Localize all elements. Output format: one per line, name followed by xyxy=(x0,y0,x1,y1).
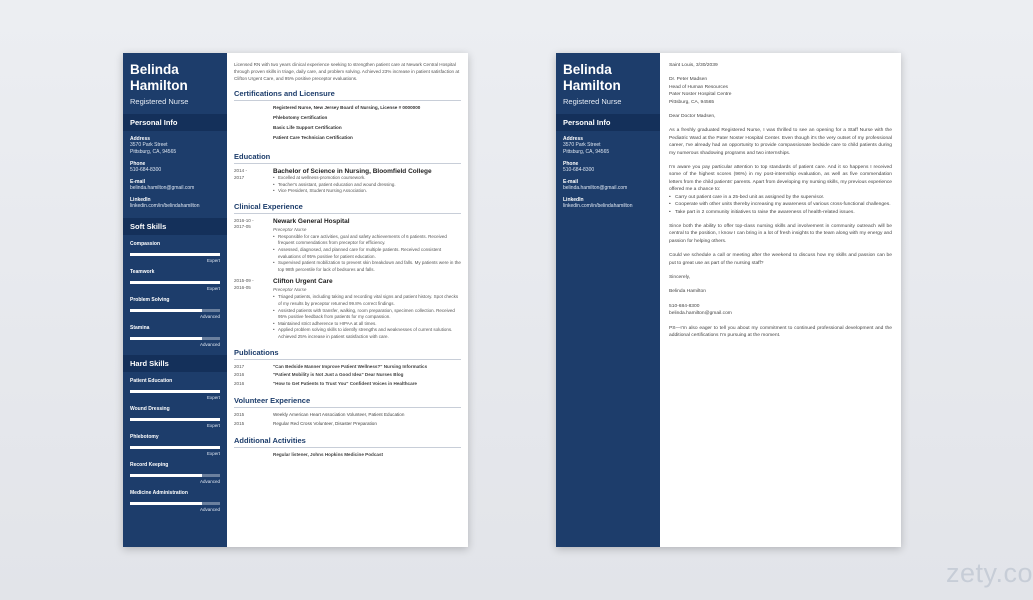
job-bullet: • Applied problem solving skills to identify strengths and weaknesses of current solutions. Achieved 25% increase in patient satisfaction with care. xyxy=(273,327,461,340)
resume-summary: Licensed RN with two years clinical experience seeking to strengthen patient care at Newark Central Hospital through proven skills in triage, daily care, and problem solving. Achieved 23% increase in patient satisfaction at Clifton Urgent Care, and 95% positive preceptor evaluations. xyxy=(234,62,460,81)
job-date-start: 2016-10 - xyxy=(234,217,254,223)
resume-sidebar xyxy=(123,53,227,547)
job-entry xyxy=(234,278,461,340)
skill-level-fill xyxy=(130,337,202,340)
recipient-line: Pittsburg, CA, 94565 xyxy=(669,99,715,105)
skill-level-label: Expert xyxy=(206,423,220,428)
skill-level-fill xyxy=(130,309,202,312)
job-bullets xyxy=(273,294,461,340)
publication-year: 2016 xyxy=(234,372,245,377)
publication-venue: Nursing Informatics xyxy=(383,363,428,369)
job-title: Newark General Hospital xyxy=(273,217,350,225)
job-title: Clifton Urgent Care xyxy=(273,278,333,286)
publications-heading: Publications xyxy=(234,348,461,360)
letter-phone: 510-684-8300 xyxy=(669,303,700,309)
letter-closing: Sincerely, xyxy=(669,274,691,280)
skill-level-fill xyxy=(130,253,220,256)
letter-signature: Belinda Hamilton xyxy=(669,289,706,295)
recipient-line: Head of Human Resources xyxy=(669,84,728,90)
letter-role: Registered Nurse xyxy=(563,97,622,106)
email-label: E-mail xyxy=(130,179,146,185)
skill-level-bar xyxy=(130,281,220,284)
volunteer-entry xyxy=(234,412,461,421)
publication-title: "Patient Mobility is Not Just a Good Idea" xyxy=(273,372,364,377)
address-label: Address xyxy=(563,136,584,142)
letter-list-item: • Carry out patient care in a 25-bed unit as assigned by the supervisor. xyxy=(669,194,892,201)
letter-list-item: • Cooperate with other units thereby increasing my awareness of various cross-functional challenges. xyxy=(669,201,892,208)
publication-entry xyxy=(234,372,461,381)
phone-label: Phone xyxy=(130,161,146,167)
skill-level-bar xyxy=(130,337,220,340)
publication-year: 2016 xyxy=(234,380,245,386)
skill-name: Record Keeping xyxy=(130,462,169,468)
letter-paragraph: As a freshly graduated Registered Nurse, I was thrilled to see an opening for a Staff Nurse with the Pediatric Ward at the Pater Noster Hospital Center. Even though it's the very outset of my professional career, I've already had an opportunity to provide compassionate bedside care to child patients during my numerous shadowing programs and two internships. xyxy=(669,128,892,156)
skill-level-fill xyxy=(130,446,220,449)
education-heading: Education xyxy=(234,152,461,164)
skill-level-label: Expert xyxy=(206,258,220,263)
address-label: Address xyxy=(130,136,151,142)
job-subtitle: Preceptor Nurse xyxy=(273,287,307,293)
skill-item xyxy=(123,462,227,484)
resume-name xyxy=(123,53,227,94)
last-name: Hamilton xyxy=(563,78,621,93)
zety-logo: zety.co xyxy=(946,558,1033,588)
first-name: Belinda xyxy=(563,62,612,77)
recipient-line: Dr. Peter Madsen xyxy=(669,77,708,83)
letter-ps: PS—I'm also eager to tell you about my commitment to continued professional development and the additional certifications I'm pursuing at the moment. xyxy=(669,325,892,338)
letter-contact xyxy=(669,303,892,318)
phone-value: 510-684-8300 xyxy=(130,167,162,173)
hard-skills-list xyxy=(123,378,227,512)
skill-item xyxy=(123,406,227,428)
soft-skills-heading: Soft Skills xyxy=(123,218,227,235)
skill-level-bar xyxy=(130,502,220,505)
skill-level-bar xyxy=(130,253,220,256)
skill-item xyxy=(123,297,227,319)
certification-item: Basic Life Support Certification xyxy=(273,125,342,130)
first-name: Belinda xyxy=(130,62,179,77)
publication-entry xyxy=(234,364,461,373)
job-bullet: • Responsible for care activities, goal and safety achievements of 6 patients. Received frequent commendations from preceptor for efficiency. xyxy=(273,234,461,247)
skill-item xyxy=(123,490,227,512)
skill-level-label: Advanced xyxy=(199,342,220,347)
linkedin-label: LinkedIn xyxy=(563,197,584,203)
skill-level-fill xyxy=(130,502,202,505)
volunteer-entry xyxy=(234,421,461,430)
publication-title: "How to Get Patients to Trust You" xyxy=(273,380,349,386)
job-date-start: 2015-09 - xyxy=(234,278,254,284)
letter-name xyxy=(556,53,660,94)
volunteer-list xyxy=(234,412,461,429)
letter-email: belinda.hamilton@gmail.com xyxy=(669,311,732,317)
skill-level-label: Expert xyxy=(206,395,220,400)
activity-text: Regular listener, Johns Hopkins Medicine Podcast xyxy=(273,452,384,457)
skill-level-bar xyxy=(130,446,220,449)
letter-personal-info-heading: Personal Info xyxy=(556,114,660,131)
job-date-end: 2016-05 xyxy=(234,284,251,290)
skill-item xyxy=(123,269,227,291)
skill-level-bar xyxy=(130,309,220,312)
skill-level-fill xyxy=(130,418,220,421)
personal-info xyxy=(123,131,227,210)
linkedin-value: linkedin.com/in/belindahamilton xyxy=(130,203,200,209)
skill-item xyxy=(123,325,227,347)
cover-letter-page xyxy=(556,53,901,547)
education-title: Bachelor of Science in Nursing, Bloomfield College xyxy=(273,168,432,175)
volunteer-year: 2015 xyxy=(234,412,245,417)
skill-level-label: Advanced xyxy=(199,314,220,319)
activity-entry xyxy=(234,452,461,461)
job-bullet: • Supervised patient mobilization to prevent skin breakdown and falls. My patients were in the top 98th percentile for lack of bedsores and falls. xyxy=(273,260,461,273)
education-entry xyxy=(234,168,461,195)
personal-info-heading: Personal Info xyxy=(123,114,227,131)
skill-name: Phlebotomy xyxy=(130,434,159,440)
skill-name: Compassion xyxy=(130,241,161,247)
linkedin-label: LinkedIn xyxy=(130,197,151,203)
letter-sidebar xyxy=(556,53,660,547)
volunteer-heading: Volunteer Experience xyxy=(234,396,461,408)
publication-year: 2017 xyxy=(234,363,245,369)
volunteer-text: Weekly American Heart Association Volunteer, Patient Education xyxy=(273,412,405,417)
address-line1: 3570 Park Street xyxy=(130,142,168,148)
skill-name: Stamina xyxy=(130,325,150,331)
skill-name: Patient Education xyxy=(130,378,173,384)
email-value: belinda.hamilton@gmail.com xyxy=(130,185,195,191)
skill-item xyxy=(123,378,227,400)
skill-level-fill xyxy=(130,474,202,477)
education-bullet: • Excelled at wellness-promotion coursework. xyxy=(273,175,461,182)
job-subtitle: Preceptor Nurse xyxy=(273,226,307,232)
job-entry xyxy=(234,218,461,274)
education-date-start: 2014 - xyxy=(234,168,248,173)
soft-skills-list xyxy=(123,241,227,347)
linkedin-value: linkedin.com/in/belindahamilton xyxy=(563,203,633,209)
skill-level-label: Advanced xyxy=(199,479,220,484)
letter-body xyxy=(660,53,901,547)
job-bullet: • Assessed, diagnosed, and planned care for multiple patients. Received consistent evaluations of 95% positive for patient education. xyxy=(273,247,461,260)
publication-venue: Dear Nurses Blog xyxy=(364,372,404,377)
letter-list xyxy=(669,194,892,216)
education-date-end: 2017 xyxy=(234,174,245,180)
letter-paragraph: Could we schedule a call or meeting after the weekend to discuss how my skills and passion can be put to great use as part of the nursing staff? xyxy=(669,253,892,266)
job-date-end: 2017-05 xyxy=(234,224,251,230)
resume-role: Registered Nurse xyxy=(130,97,189,106)
letter-paragraph: Since both the ability to offer top-class nursing skills and involvement in community outreach will be central to the position, I know I can bring in a lot of fresh insights to the team along with my energy and passion for helping others. xyxy=(669,223,892,244)
experience-heading: Clinical Experience xyxy=(234,202,461,214)
skill-name: Medicine Administration xyxy=(130,490,188,496)
job-bullet: • Assisted patients with transfer, walking, room preparation, specimen collection. Received 95% positive feedback from patients for my compassion. xyxy=(273,308,461,321)
letter-recipient xyxy=(669,76,892,106)
education-bullet: • Vice President, Student Nursing Association. xyxy=(273,188,461,195)
skill-level-fill xyxy=(130,281,220,284)
letter-place-date: Saint Louis, 3/30/2039 xyxy=(669,63,718,68)
education-bullet: • Teacher's assistant, patient education and wound dressing. xyxy=(273,182,461,189)
certification-item: Patient Care Technician Certification xyxy=(273,135,353,140)
volunteer-year: 2015 xyxy=(234,420,245,426)
resume-page xyxy=(123,53,468,547)
email-value: belinda.hamilton@gmail.com xyxy=(563,185,628,191)
skill-item xyxy=(123,241,227,263)
letter-salutation: Dear Doctor Madsen, xyxy=(669,114,716,120)
letter-list-item: • Take part in 2 community initiatives to raise the awareness of health-related issues. xyxy=(669,209,892,216)
skill-level-label: Expert xyxy=(206,286,220,291)
publications-list xyxy=(234,364,461,390)
letter-personal-info xyxy=(556,131,660,210)
certifications xyxy=(234,105,461,145)
certification-item: Registered Nurse, New Jersey Board of Nursing, License # 0000000 xyxy=(273,105,421,110)
publication-venue: Confident Voices in Healthcare xyxy=(349,380,417,386)
address-line2: Pittsburg, CA, 94565 xyxy=(130,149,177,155)
skill-name: Teamwork xyxy=(130,269,155,275)
resume-main xyxy=(227,53,468,547)
skill-level-label: Advanced xyxy=(199,507,220,512)
phone-value: 510-684-8300 xyxy=(563,167,595,173)
job-bullet: • Triaged patients, including taking and recording vital signs and patient history. Spot checks of my results by preceptor returned 99.8% correct findings. xyxy=(273,294,461,307)
address-line1: 3570 Park Street xyxy=(563,142,601,148)
volunteer-text: Regular Red Cross Volunteer, Disaster Preparation xyxy=(273,420,377,426)
recipient-line: Pater Noster Hospital Centre xyxy=(669,92,732,98)
skill-level-bar xyxy=(130,390,220,393)
skill-level-bar xyxy=(130,474,220,477)
job-bullets xyxy=(273,234,461,274)
activities-heading: Additional Activities xyxy=(234,436,461,448)
last-name: Hamilton xyxy=(130,78,188,93)
publication-title: "Can Bedside Manner Improve Patient Wellness?" xyxy=(273,363,383,369)
email-label: E-mail xyxy=(563,179,579,185)
phone-label: Phone xyxy=(563,161,579,167)
education-bullets xyxy=(273,175,461,195)
job-bullet: • Maintained strict adherence to HIPAA at all times. xyxy=(273,321,461,328)
publication-entry xyxy=(234,381,461,390)
skill-item xyxy=(123,434,227,456)
skill-level-bar xyxy=(130,418,220,421)
certification-item: Phlebotomy Certification xyxy=(273,115,328,120)
skill-name: Problem Solving xyxy=(130,297,170,303)
skill-level-fill xyxy=(130,390,220,393)
letter-paragraph: I'm aware you pay particular attention to top standards of patient care. And it so happens I received some of the highest scores (96%) in my post-internship evaluation, as well as five commendation letters from the child patients' parents. Apart from developing my nursing skills, my previous experience offered me a chance to: xyxy=(669,165,893,193)
skill-level-label: Expert xyxy=(206,451,220,456)
certifications-heading: Certifications and Licensure xyxy=(234,89,461,101)
address-line2: Pittsburg, CA, 94565 xyxy=(563,149,610,155)
skill-name: Wound Dressing xyxy=(130,406,170,412)
hard-skills-heading: Hard Skills xyxy=(123,355,227,372)
